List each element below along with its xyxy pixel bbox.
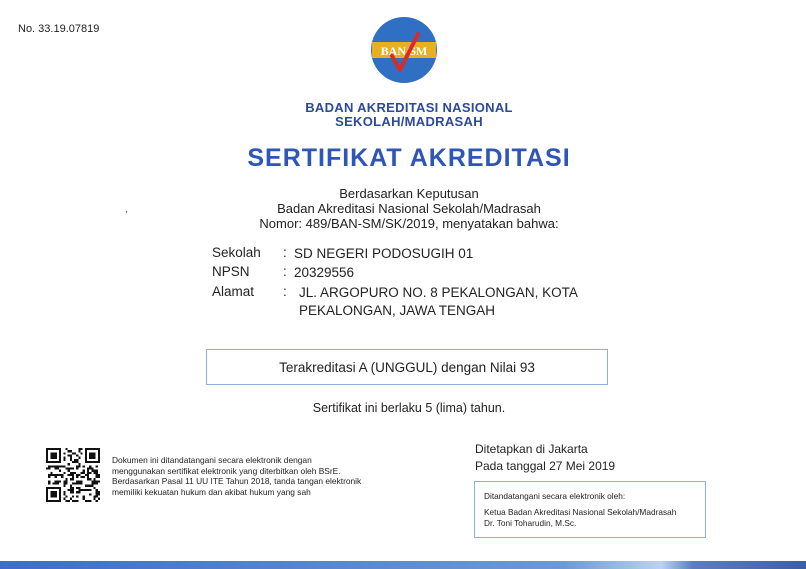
field-label-alamat: Alamat <box>212 284 255 299</box>
signatory-position: Ketua Badan Akreditasi Nasional Sekolah/Madrasah <box>484 507 677 517</box>
note-line: memiliki kekuatan hukum dan akibat hukum yang sah <box>112 486 311 497</box>
issued-date: Pada tanggal 27 Mei 2019 <box>475 459 616 473</box>
note-line: Berdasarkan Pasal 11 UU ITE Tahun 2018, tanda tangan elektronik <box>112 476 362 487</box>
address-line: JL. ARGOPURO NO. 8 PEKALONGAN, KOTA <box>299 285 578 300</box>
certificate-title: SERTIFIKAT AKREDITASI <box>247 144 571 172</box>
accreditation-result: Terakreditasi A (UNGGUL) dengan Nilai 93 <box>279 359 535 375</box>
address-line: PEKALONGAN, JAWA TENGAH <box>299 303 496 318</box>
certificate-number: No. 33.19.07819 <box>18 23 100 35</box>
intro-line: Nomor: 489/BAN-SM/SK/2019, menyatakan bahwa: <box>259 216 559 231</box>
signature-heading: Ditandatangani secara elektronik oleh: <box>484 491 626 501</box>
stray-mark: , <box>125 204 128 215</box>
field-colon: : <box>283 245 287 260</box>
qr-code-icon <box>46 448 100 502</box>
field-colon: : <box>283 284 287 299</box>
ban-sm-logo <box>370 16 438 84</box>
organization-name-line1: BADAN AKREDITASI NASIONAL <box>305 100 513 115</box>
field-label-sekolah: Sekolah <box>212 245 261 260</box>
issued-place: Ditetapkan di Jakarta <box>475 442 588 456</box>
note-line: menggunakan sertifikat elektronik yang diterbitkan oleh BSrE. <box>112 465 341 476</box>
logo-text: BAN/SM <box>380 44 428 58</box>
accreditation-result-box <box>206 349 608 385</box>
signatory-name: Dr. Toni Toharudin, M.Sc. <box>484 518 577 528</box>
footer-bar <box>0 561 806 569</box>
field-colon: : <box>283 264 287 279</box>
field-value-npsn: 20329556 <box>294 265 355 280</box>
validity-statement: Sertifikat ini berlaku 5 (lima) tahun. <box>312 401 506 415</box>
intro-line: Badan Akreditasi Nasional Sekolah/Madrasah <box>277 201 541 216</box>
electronic-signature-note <box>112 455 382 497</box>
field-value-alamat <box>299 284 599 320</box>
signature-box <box>474 481 706 538</box>
organization-name-line2: SEKOLAH/MADRASAH <box>335 114 483 129</box>
field-value-sekolah: SD NEGERI PODOSUGIH 01 <box>294 246 474 261</box>
intro-line: Berdasarkan Keputusan <box>339 186 479 201</box>
field-label-npsn: NPSN <box>212 264 250 279</box>
note-line: Dokumen ini ditandatangani secara elektronik dengan <box>112 455 312 465</box>
